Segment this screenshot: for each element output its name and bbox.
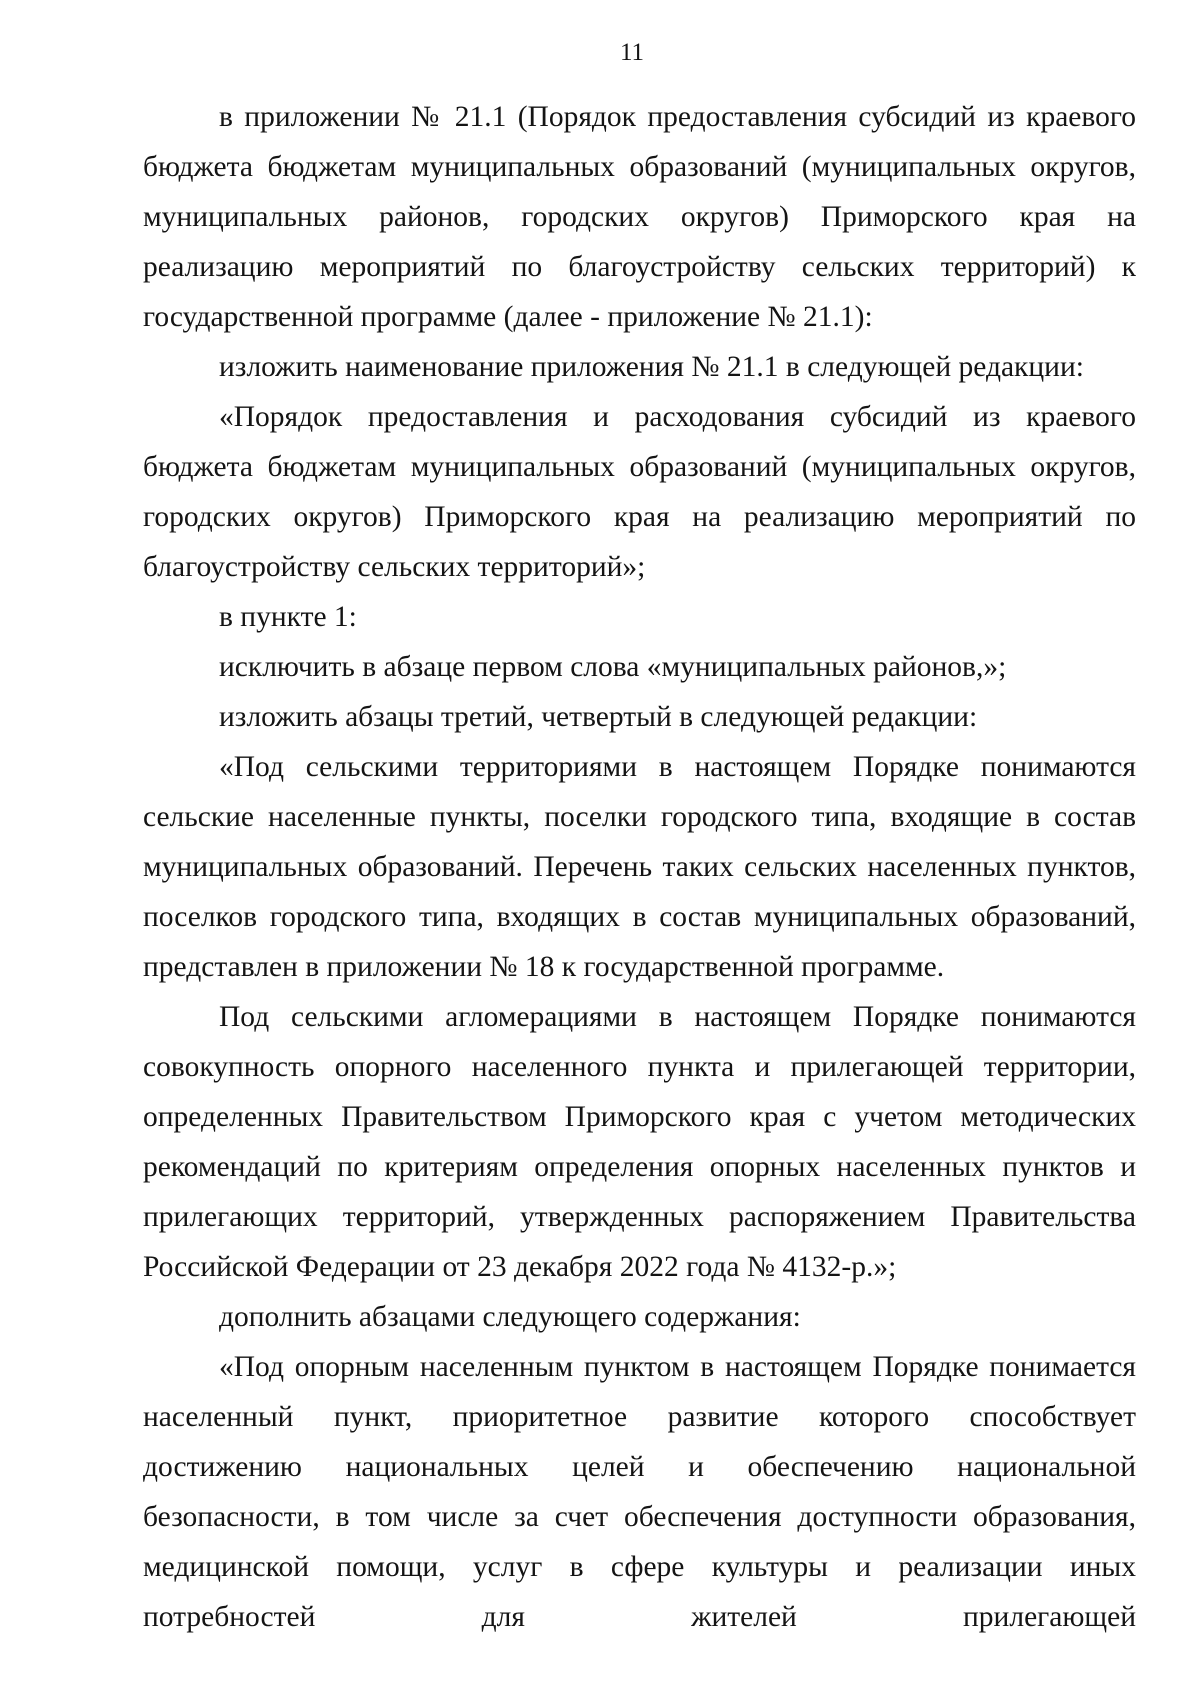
- paragraph-rural-territories: «Под сельскими территориями в настоящем Порядке понимаются сельские населенные пункты, поселки городского типа, входящие в состав муниципальных образований. Перечень таких сельских населенных пунктов, поселков городского типа, входящих в состав муниципальных образований, представлен в приложении № 18 к государственной программе.: [143, 751, 1136, 983]
- document-body: [143, 92, 1136, 1642]
- paragraph-new-title: «Порядок предоставления и расходования субсидий из краевого бюджета бюджетам муниципальных образований (муниципальных округов, городских округов) Приморского края на реализацию мероприятий по благоустройству сельских территорий»;: [143, 401, 1136, 583]
- paragraph-supplement-instruction: дополнить абзацами следующего содержания:: [219, 1301, 801, 1333]
- page-number: 11: [619, 39, 645, 66]
- paragraph-exclude-words: исключить в абзаце первом слова «муниципальных районов,»;: [219, 651, 1007, 683]
- paragraph-amendment-intro: в приложении № 21.1 (Порядок предоставления субсидий из краевого бюджета бюджетам муниципальных образований (муниципальных округов, муниципальных районов, городских округов) Приморского края на реализацию мероприятий по благоустройству сельских территорий) к государственной программе (далее - приложение № 21.1):: [143, 101, 1136, 333]
- paragraph-point-1: в пункте 1:: [219, 601, 357, 633]
- paragraph-rename-instruction: изложить наименование приложения № 21.1 в следующей редакции:: [219, 351, 1084, 383]
- paragraph-rural-agglomerations: Под сельскими агломерациями в настоящем Порядке понимаются совокупность опорного населенного пункта и прилегающей территории, определенных Правительством Приморского края с учетом методических рекомендаций по критериям определения опорных населенных пунктов и прилегающих территорий, утвержденных распоряжением Правительства Российской Федерации от 23 декабря 2022 года № 4132-р.»;: [143, 1001, 1136, 1283]
- paragraph-support-settlement: «Под опорным населенным пунктом в настоящем Порядке понимается населенный пункт, приоритетное развитие которого способствует достижению национальных целей и обеспечению национальной безопасности, в том числе за счет обеспечения доступности образования, медицинской помощи, услуг в сфере культуры и реализации иных потребностей для жителей прилегающей: [143, 1351, 1136, 1633]
- paragraph-restate-instruction: изложить абзацы третий, четвертый в следующей редакции:: [219, 701, 978, 733]
